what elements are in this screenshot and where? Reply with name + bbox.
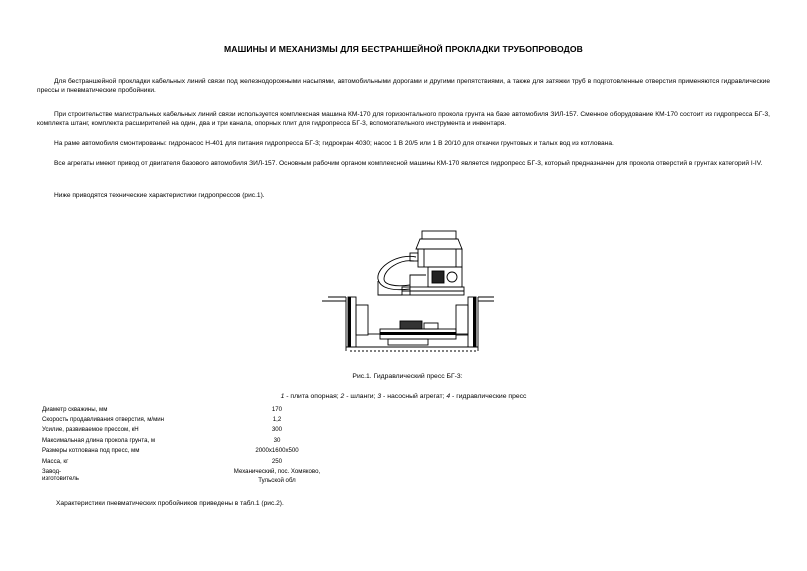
spec-label: Максимальная длина прокола грунта, м <box>42 437 156 444</box>
legend-text-1: - плита опорная; <box>284 393 341 400</box>
spec-label: Масса, кг <box>42 458 69 465</box>
legend-number-1: 1 <box>280 393 285 400</box>
paragraph-drive: Все агрегаты имеют привод от двигателя базового автомобиля ЗИЛ-157. Основным рабочим органом комплексной машины КМ-170 является гидропресс БГ-3, который предназначен для прокола отверстий в грунтах категорий I-IV. <box>54 160 763 167</box>
legend-number-3: 3 <box>377 393 382 400</box>
legend-number-4: 4 <box>446 393 451 400</box>
spec-value: Механический, пос. Хомяково, Тульской обл <box>233 468 321 484</box>
closing-paragraph: Характеристики пневматических пробойников приведены в табл.1 (рис.2). <box>56 500 284 507</box>
legend-text-3: - насосный агрегат; <box>381 393 447 400</box>
legend-number-2: 2 <box>340 393 345 400</box>
figure-caption: Рис.1. Гидравлический пресс БГ-3: <box>352 373 463 380</box>
paragraph-km170: При строительстве магистральных кабельных линий связи используется комплексная машина КМ-170 для горизонтального прокола грунта на базе автомобиля ЗИЛ-157. Сменное оборудование КМ-170 состоит из гидропресса БГ-3, комплекта штанг, комплекта расширителей на один, два и три канала, опорных плит для гидропресса БГ-3, вспомогательного инструмента и инвентаря. <box>37 111 770 128</box>
spec-label: Усилие, развиваемое прессом, кН <box>42 426 139 433</box>
spec-value: 1,2 <box>272 416 282 423</box>
spec-label: Скорость продавливания отверстия, м/мин <box>42 416 165 423</box>
paragraph-specs-intro: Ниже приводятся технические характеристики гидропрессов (рис.1). <box>54 192 265 199</box>
spec-value: 30 <box>273 437 281 444</box>
legend-text-4: - гидравлические пресс <box>450 393 527 400</box>
legend-text-2: - шланги; <box>344 393 378 400</box>
hydraulic-press-drawing <box>318 223 496 360</box>
page-title: МАШИНЫ И МЕХАНИЗМЫ ДЛЯ БЕСТРАНШЕЙНОЙ ПРОКЛАДКИ ТРУБОПРОВОДОВ <box>224 44 583 54</box>
spec-value: 2000х1600х500 <box>255 447 299 454</box>
paragraph-intro: Для бестраншейной прокладки кабельных линий связи под железнодорожными насыпями, автомобильными дорогами и другими препятствиями, а также для затяжки труб в подготовленные отверстия применяются гидравлические прессы и пневматические пробойники. <box>37 78 770 95</box>
spec-value: 250 <box>271 458 283 465</box>
spec-label: Размеры котлована под пресс, мм <box>42 447 140 454</box>
figure-legend <box>0 393 807 400</box>
spec-label: Завод-изготовитель <box>42 468 79 482</box>
paragraph-mounted-units: На раме автомобиля смонтированы: гидронасос Н-401 для питания гидропресса БГ-3; гидрокран 4030; насос 1 В 20/5 или 1 В 20/10 для откачки грунтовых и талых вод из котлована. <box>54 140 614 147</box>
spec-value: 300 <box>271 426 283 433</box>
spec-label: Диаметр скважины, мм <box>42 406 108 413</box>
spec-value: 170 <box>271 406 283 413</box>
